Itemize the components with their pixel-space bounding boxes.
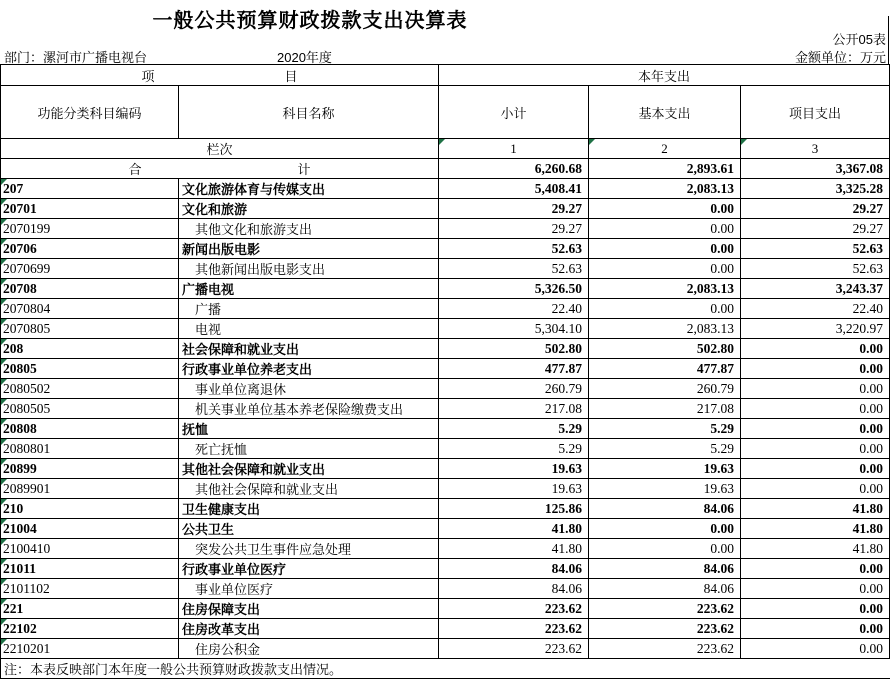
basic-expense-cell: 223.62 [589, 639, 741, 659]
table-row [1, 579, 890, 599]
col-header-subject-name: 科目名称 [179, 86, 439, 139]
table-code-label: 公开05表 [832, 32, 886, 47]
basic-expense-cell: 0.00 [589, 199, 741, 219]
table-row [1, 459, 890, 479]
subtotal-cell: 29.27 [439, 219, 589, 239]
subject-name-cell: 其他文化和旅游支出 [179, 219, 439, 239]
grand-total-row [1, 159, 890, 179]
column-index-1: 1 [439, 139, 589, 159]
subtotal-cell: 5.29 [439, 439, 589, 459]
subtotal-cell: 502.80 [439, 339, 589, 359]
subtotal-cell: 41.80 [439, 519, 589, 539]
project-expense-cell: 0.00 [741, 579, 890, 599]
basic-expense-cell: 5.29 [589, 419, 741, 439]
function-code-cell: 20706 [1, 239, 179, 259]
function-code-cell: 2070805 [1, 319, 179, 339]
subject-name-cell: 行政事业单位医疗 [179, 559, 439, 579]
project-expense-cell: 0.00 [741, 419, 890, 439]
fiscal-year-label: 2020年度 [277, 50, 332, 65]
project-expense-cell: 22.40 [741, 299, 890, 319]
function-code-cell: 22102 [1, 619, 179, 639]
basic-expense-cell: 5.29 [589, 439, 741, 459]
function-code-cell: 207 [1, 179, 179, 199]
subtotal-cell: 5.29 [439, 419, 589, 439]
subject-name-cell: 其他社会保障和就业支出 [179, 479, 439, 499]
basic-expense-cell: 502.80 [589, 339, 741, 359]
project-expense-cell: 0.00 [741, 619, 890, 639]
amount-unit-label: 金额单位：万元 [794, 50, 886, 65]
subject-name-cell: 文化旅游体育与传媒支出 [179, 179, 439, 199]
grand-total-project: 3,367.08 [741, 159, 890, 179]
function-code-cell: 21004 [1, 519, 179, 539]
subtotal-cell: 84.06 [439, 559, 589, 579]
function-code-cell: 2100410 [1, 539, 179, 559]
subject-name-cell: 住房保障支出 [179, 599, 439, 619]
project-expense-cell: 0.00 [741, 639, 890, 659]
table-row [1, 199, 890, 219]
function-code-cell: 2089901 [1, 479, 179, 499]
table-row [1, 219, 890, 239]
function-code-cell: 2080502 [1, 379, 179, 399]
project-expense-cell: 52.63 [741, 259, 890, 279]
subject-name-cell: 住房公积金 [179, 639, 439, 659]
basic-expense-cell: 0.00 [589, 219, 741, 239]
table-row [1, 179, 890, 199]
table-row [1, 599, 890, 619]
right-edge-line [888, 16, 889, 64]
subtotal-cell: 22.40 [439, 299, 589, 319]
basic-expense-cell: 2,083.13 [589, 179, 741, 199]
basic-expense-cell: 0.00 [589, 299, 741, 319]
function-code-cell: 20808 [1, 419, 179, 439]
table-row [1, 479, 890, 499]
subtotal-cell: 41.80 [439, 539, 589, 559]
subject-name-cell: 卫生健康支出 [179, 499, 439, 519]
subtotal-cell: 52.63 [439, 239, 589, 259]
project-expense-cell: 3,220.97 [741, 319, 890, 339]
footnote-row [1, 659, 890, 679]
subtotal-cell: 125.86 [439, 499, 589, 519]
function-code-cell: 2080801 [1, 439, 179, 459]
project-expense-cell: 41.80 [741, 519, 890, 539]
project-expense-cell: 0.00 [741, 479, 890, 499]
subject-name-cell: 文化和旅游 [179, 199, 439, 219]
project-expense-cell: 0.00 [741, 379, 890, 399]
department-label: 部门：漯河市广播电视台 [4, 50, 148, 65]
subtotal-cell: 5,326.50 [439, 279, 589, 299]
table-row [1, 359, 890, 379]
function-code-cell: 21011 [1, 559, 179, 579]
project-expense-cell: 3,325.28 [741, 179, 890, 199]
subtotal-cell: 52.63 [439, 259, 589, 279]
table-row [1, 539, 890, 559]
function-code-cell: 2070804 [1, 299, 179, 319]
function-code-cell: 208 [1, 339, 179, 359]
basic-expense-cell: 477.87 [589, 359, 741, 379]
subtotal-cell: 29.27 [439, 199, 589, 219]
project-expense-cell: 0.00 [741, 339, 890, 359]
basic-expense-cell: 217.08 [589, 399, 741, 419]
project-expense-cell: 29.27 [741, 219, 890, 239]
column-index-3: 3 [741, 139, 890, 159]
subject-name-cell: 新闻出版电影 [179, 239, 439, 259]
table-row [1, 319, 890, 339]
subtotal-cell: 19.63 [439, 479, 589, 499]
subject-name-cell: 其他新闻出版电影支出 [179, 259, 439, 279]
basic-expense-cell: 19.63 [589, 479, 741, 499]
table-row [1, 639, 890, 659]
table-row [1, 439, 890, 459]
basic-expense-cell: 2,083.13 [589, 319, 741, 339]
basic-expense-cell: 0.00 [589, 259, 741, 279]
project-expense-cell: 41.80 [741, 499, 890, 519]
project-expense-cell: 3,243.37 [741, 279, 890, 299]
expenditure-table [0, 64, 890, 679]
project-expense-cell: 0.00 [741, 399, 890, 419]
table-row [1, 419, 890, 439]
year-expense-group-header: 本年支出 [439, 65, 890, 86]
grand-total-subtotal: 6,260.68 [439, 159, 589, 179]
project-expense-cell: 0.00 [741, 599, 890, 619]
basic-expense-cell: 223.62 [589, 599, 741, 619]
header-row-columns [1, 86, 890, 139]
project-expense-cell: 0.00 [741, 559, 890, 579]
table-row [1, 619, 890, 639]
item-group-header: 项 目 [1, 65, 439, 86]
table-row [1, 339, 890, 359]
function-code-cell: 221 [1, 599, 179, 619]
function-code-cell: 2070199 [1, 219, 179, 239]
subject-name-cell: 突发公共卫生事件应急处理 [179, 539, 439, 559]
col-header-basic-expense: 基本支出 [589, 86, 741, 139]
project-expense-cell: 0.00 [741, 459, 890, 479]
column-index-2: 2 [589, 139, 741, 159]
basic-expense-cell: 84.06 [589, 579, 741, 599]
function-code-cell: 2101102 [1, 579, 179, 599]
project-expense-cell: 52.63 [741, 239, 890, 259]
table-row [1, 259, 890, 279]
subject-name-cell: 抚恤 [179, 419, 439, 439]
basic-expense-cell: 84.06 [589, 499, 741, 519]
project-expense-cell: 0.00 [741, 359, 890, 379]
basic-expense-cell: 2,083.13 [589, 279, 741, 299]
subject-name-cell: 行政事业单位养老支出 [179, 359, 439, 379]
basic-expense-cell: 0.00 [589, 239, 741, 259]
subject-name-cell: 事业单位医疗 [179, 579, 439, 599]
function-code-cell: 2210201 [1, 639, 179, 659]
basic-expense-cell: 260.79 [589, 379, 741, 399]
col-header-project-expense: 项目支出 [741, 86, 890, 139]
subtotal-cell: 477.87 [439, 359, 589, 379]
subject-name-cell: 死亡抚恤 [179, 439, 439, 459]
function-code-cell: 2070699 [1, 259, 179, 279]
column-index-row [1, 139, 890, 159]
grand-total-basic: 2,893.61 [589, 159, 741, 179]
basic-expense-cell: 19.63 [589, 459, 741, 479]
subject-name-cell: 电视 [179, 319, 439, 339]
table-row [1, 379, 890, 399]
subtotal-cell: 223.62 [439, 639, 589, 659]
subject-name-cell: 公共卫生 [179, 519, 439, 539]
table-row [1, 239, 890, 259]
subtotal-cell: 5,408.41 [439, 179, 589, 199]
subtotal-cell: 217.08 [439, 399, 589, 419]
function-code-cell: 20701 [1, 199, 179, 219]
meta-row [0, 47, 890, 63]
function-code-cell: 20805 [1, 359, 179, 379]
subtotal-cell: 84.06 [439, 579, 589, 599]
col-header-subtotal: 小计 [439, 86, 589, 139]
table-body [1, 179, 890, 659]
function-code-cell: 20708 [1, 279, 179, 299]
grand-total-label: 合 计 [1, 159, 439, 179]
table-row [1, 559, 890, 579]
table-row [1, 519, 890, 539]
col-header-function-code: 功能分类科目编码 [1, 86, 179, 139]
basic-expense-cell: 84.06 [589, 559, 741, 579]
subject-name-cell: 机关事业单位基本养老保险缴费支出 [179, 399, 439, 419]
basic-expense-cell: 223.62 [589, 619, 741, 639]
subject-name-cell: 社会保障和就业支出 [179, 339, 439, 359]
header-row-groups [1, 65, 890, 86]
table-row [1, 399, 890, 419]
footnote-text: 注：本表反映部门本年度一般公共预算财政拨款支出情况。 [1, 659, 890, 679]
table-row [1, 299, 890, 319]
page-title: 一般公共预算财政拨款支出决算表 [152, 10, 468, 32]
subject-name-cell: 其他社会保障和就业支出 [179, 459, 439, 479]
subject-name-cell: 住房改革支出 [179, 619, 439, 639]
subtotal-cell: 223.62 [439, 619, 589, 639]
project-expense-cell: 29.27 [741, 199, 890, 219]
function-code-cell: 2080505 [1, 399, 179, 419]
lanci-label: 栏次 [1, 139, 439, 159]
subject-name-cell: 广播 [179, 299, 439, 319]
subject-name-cell: 事业单位离退休 [179, 379, 439, 399]
function-code-cell: 210 [1, 499, 179, 519]
subject-name-cell: 广播电视 [179, 279, 439, 299]
subtotal-cell: 19.63 [439, 459, 589, 479]
project-expense-cell: 41.80 [741, 539, 890, 559]
table-row [1, 279, 890, 299]
project-expense-cell: 0.00 [741, 439, 890, 459]
function-code-cell: 20899 [1, 459, 179, 479]
basic-expense-cell: 0.00 [589, 539, 741, 559]
subtotal-cell: 5,304.10 [439, 319, 589, 339]
subtotal-cell: 223.62 [439, 599, 589, 619]
table-row [1, 499, 890, 519]
basic-expense-cell: 0.00 [589, 519, 741, 539]
subtotal-cell: 260.79 [439, 379, 589, 399]
